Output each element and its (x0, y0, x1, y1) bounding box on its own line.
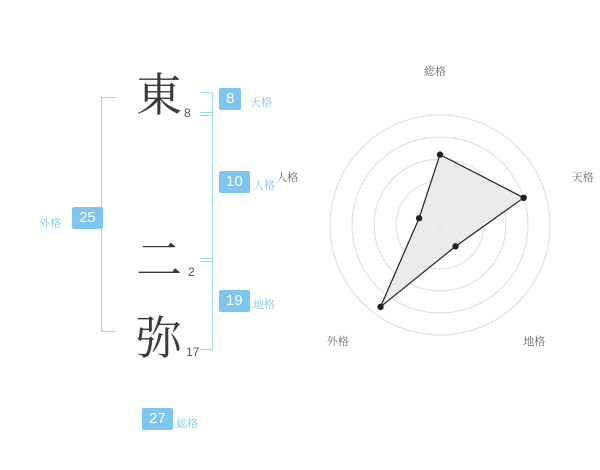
gaikaku-bracket (101, 97, 116, 332)
chikaku-value: 19 (219, 290, 250, 312)
radar-label-chikaku: 地格 (523, 335, 546, 348)
chikaku-bracket (200, 258, 213, 350)
tenkaku-label: 天格 (250, 97, 272, 109)
soukaku-value: 27 (142, 408, 173, 430)
soukaku-label: 総格 (176, 418, 198, 430)
kanji-strokes-1: 8 (184, 106, 191, 120)
radar-label-jinkaku: 人格 (276, 172, 299, 185)
kakusu-radar-chart (276, 66, 600, 385)
gaikaku-label: 外格 (39, 218, 61, 230)
kanji-strokes-2: 2 (188, 265, 195, 279)
radar-label-gaikaku: 外格 (326, 335, 349, 348)
tenkaku-value: 8 (219, 88, 241, 110)
chikaku-label: 地格 (253, 299, 275, 311)
jinkaku-value: 10 (219, 171, 250, 193)
jinkaku-label: 人格 (253, 180, 275, 192)
kanji-strokes-3: 17 (186, 345, 200, 359)
kanji-char-3: 弥 (136, 311, 182, 365)
radar-label-soukaku: 総格 (424, 66, 446, 78)
radar-label-tenkaku: 天格 (571, 172, 594, 185)
gaikaku-value: 25 (72, 207, 103, 229)
kanji-char-2: 二 (136, 233, 182, 287)
kanji-char-1: 東 (136, 68, 182, 122)
jinkaku-bracket (200, 112, 213, 262)
